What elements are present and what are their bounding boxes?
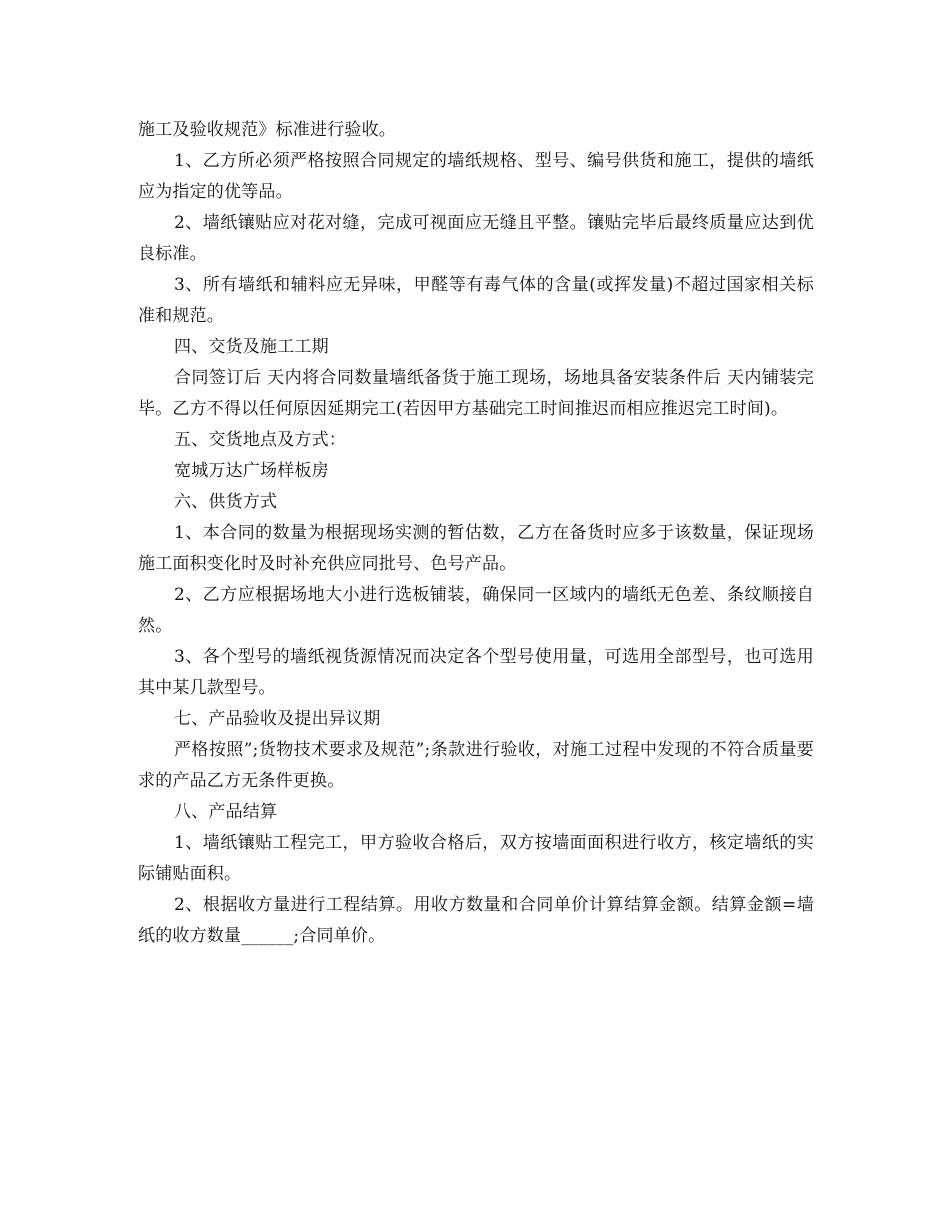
paragraph: 1、本合同的数量为根据现场实测的暂估数，乙方在备货时应多于该数量，保证现场施工面积变化时及时补充供应同批号、色号产品。 xyxy=(138,523,814,574)
paragraph: 3、所有墙纸和辅料应无异味，甲醛等有毒气体的含量(或挥发量)不超过国家相关标准和规范。 xyxy=(138,275,814,326)
paragraph: 2、乙方应根据场地大小进行选板铺装，确保同一区域内的墙纸无色差、条纹顺接自然。 xyxy=(138,585,814,636)
paragraph: 2、根据收方量进行工程结算。用收方数量和合同单价计算结算金额。结算金额=墙纸的收方数量______;合同单价。 xyxy=(138,895,814,946)
paragraph: 合同签订后 天内将合同数量墙纸备货于施工现场，场地具备安装条件后 天内铺装完毕。乙方不得以任何原因延期完工(若因甲方基础完工时间推迟而相应推迟完工时间)。 xyxy=(138,368,814,419)
section-heading: 七、产品验收及提出异议期 xyxy=(174,709,381,729)
paragraph: 宽城万达广场样板房 xyxy=(174,461,329,481)
paragraph: 1、乙方所必须严格按照合同规定的墙纸规格、型号、编号供货和施工，提供的墙纸应为指定的优等品。 xyxy=(138,151,814,202)
section-heading: 八、产品结算 xyxy=(174,802,278,822)
section-heading: 六、供货方式 xyxy=(174,492,278,512)
section-heading: 四、交货及施工工期 xyxy=(174,337,329,357)
paragraph: 1、墙纸镶贴工程完工，甲方验收合格后，双方按墙面面积进行收方，核定墙纸的实际铺贴面积。 xyxy=(138,833,814,884)
paragraph: 严格按照”;货物技术要求及规范”;条款进行验收，对施工过程中发现的不符合质量要求的产品乙方无条件更换。 xyxy=(138,740,814,791)
paragraph: 2、墙纸镶贴应对花对缝，完成可视面应无缝且平整。镶贴完毕后最终质量应达到优良标准。 xyxy=(138,213,814,264)
document-body xyxy=(138,115,814,952)
paragraph: 3、各个型号的墙纸视货源情况而决定各个型号使用量，可选用全部型号，也可选用其中某几款型号。 xyxy=(138,647,814,698)
paragraph: 施工及验收规范》标准进行验收。 xyxy=(138,120,396,140)
section-heading: 五、交货地点及方式： xyxy=(174,430,346,450)
